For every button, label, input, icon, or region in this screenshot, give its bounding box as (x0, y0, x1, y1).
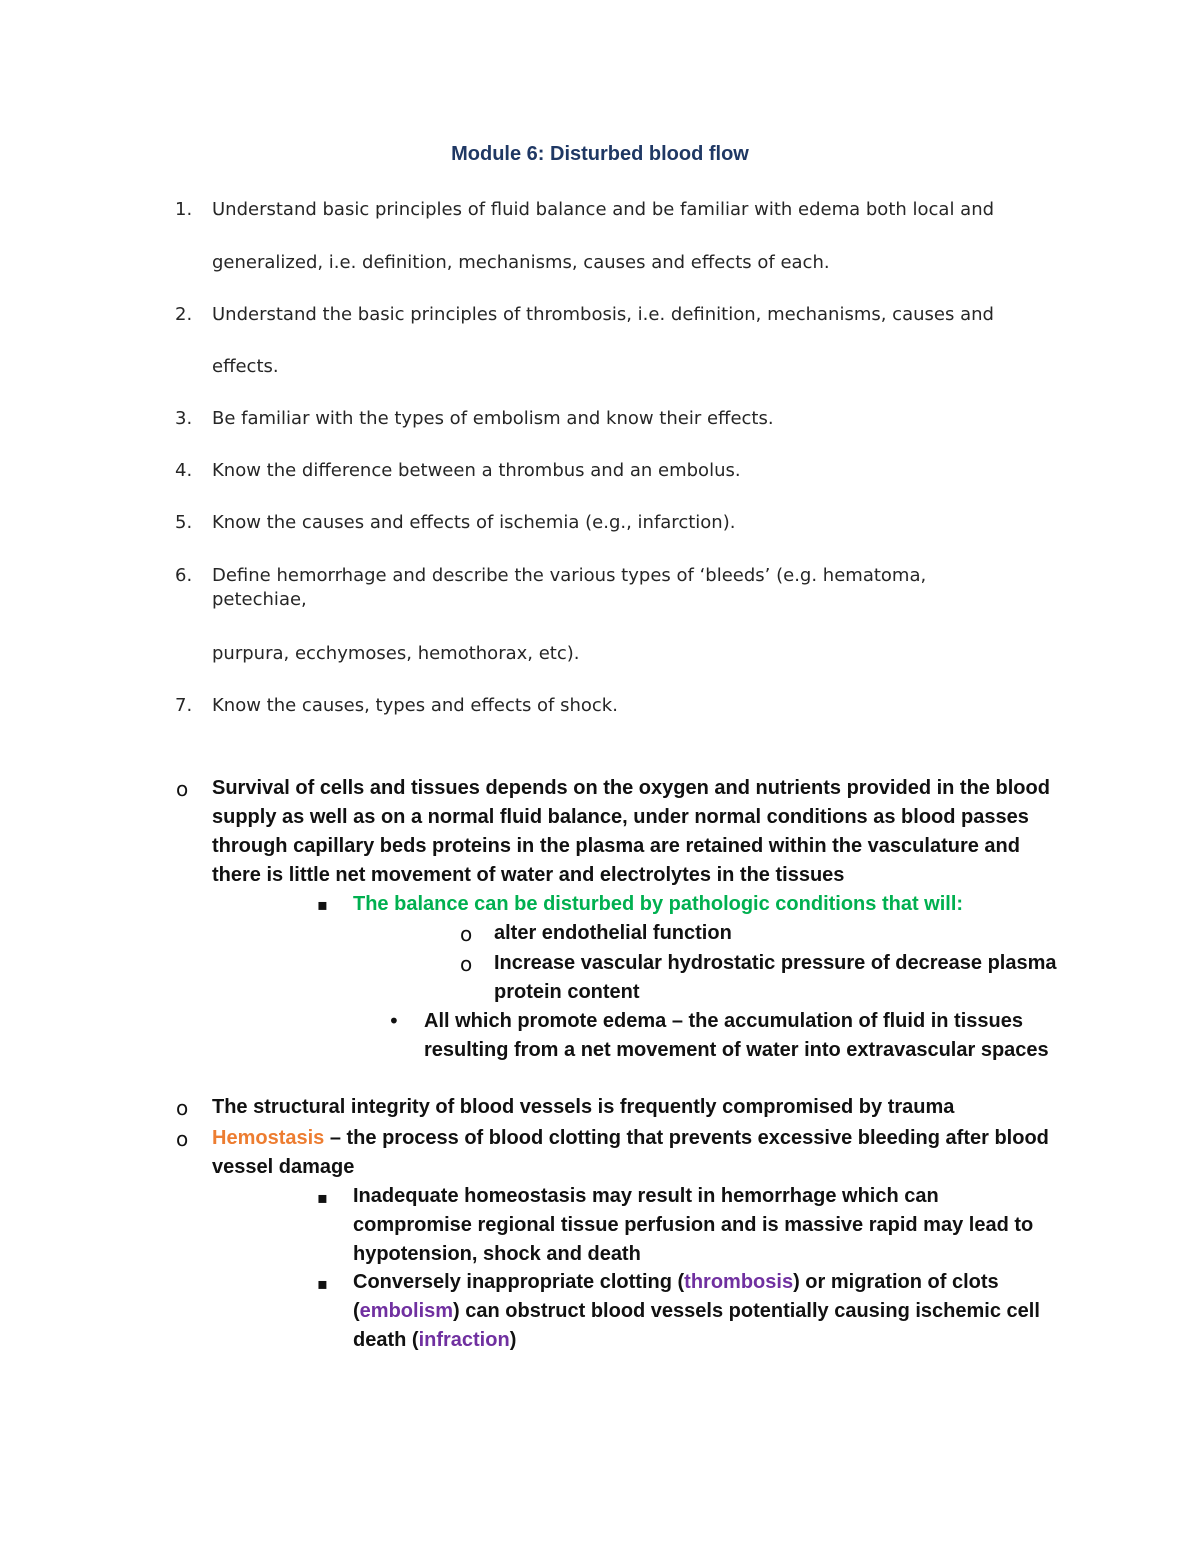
note-line: vessel damage (212, 1156, 355, 1178)
hemostasis-term: Hemostasis (212, 1127, 325, 1149)
square-bullet-icon: ▪ (317, 895, 328, 914)
embolism-term: embolism (359, 1300, 454, 1322)
page-title: Module 6: Disturbed blood flow (451, 143, 749, 165)
note-line: resulting from a net movement of water into extravascular spaces (424, 1039, 1049, 1061)
circle-bullet-icon: o (176, 777, 189, 801)
objective-text: Know the difference between a thrombus and an embolus. (212, 460, 741, 481)
note-line: The structural integrity of blood vessels is frequently compromised by trauma (212, 1096, 955, 1118)
objective-text: generalized, i.e. definition, mechanisms, causes and effects of each. (212, 252, 830, 273)
note-line: All which promote edema – the accumulation of fluid in tissues (424, 1010, 1023, 1032)
note-line (353, 1297, 1040, 1326)
thrombosis-term: thrombosis (684, 1271, 794, 1293)
note-text: ) or migration of clots (793, 1271, 999, 1293)
note-text: Conversely inappropriate clotting ( (353, 1271, 685, 1293)
note-line-highlight: The balance can be disturbed by pathologic conditions that will: (353, 893, 964, 915)
circle-bullet-icon: o (460, 922, 473, 946)
note-line: supply as well as on a normal fluid balance, under normal conditions as blood passes (212, 806, 1029, 828)
objective-number: 6. (175, 565, 193, 586)
note-line (353, 1326, 516, 1355)
objective-number: 7. (175, 695, 193, 716)
note-text: ( (353, 1300, 360, 1322)
square-bullet-icon: ▪ (317, 1188, 328, 1207)
square-bullet-icon: ▪ (317, 1274, 328, 1293)
objective-text: Define hemorrhage and describe the various types of ‘bleeds’ (e.g. hematoma, (212, 565, 927, 586)
circle-bullet-icon: o (176, 1096, 189, 1120)
objective-number: 4. (175, 460, 193, 481)
note-line: there is little net movement of water and electrolytes in the tissues (212, 864, 845, 886)
note-line: alter endothelial function (494, 922, 732, 944)
objective-number: 2. (175, 304, 193, 325)
objective-text: petechiae, (212, 589, 307, 610)
note-line: Increase vascular hydrostatic pressure of decrease plasma (494, 952, 1057, 974)
note-line (353, 1268, 999, 1297)
note-line: Survival of cells and tissues depends on the oxygen and nutrients provided in the blood (212, 777, 1050, 799)
objective-text: Understand the basic principles of thrombosis, i.e. definition, mechanisms, causes and (212, 304, 994, 325)
note-line: Inadequate homeostasis may result in hemorrhage which can (353, 1185, 939, 1207)
objective-number: 3. (175, 408, 193, 429)
objective-text: Understand basic principles of fluid balance and be familiar with edema both local and (212, 199, 995, 220)
objective-text: Know the causes and effects of ischemia (e.g., infarction). (212, 512, 736, 533)
note-text: ) (509, 1329, 517, 1351)
objective-text: purpura, ecchymoses, hemothorax, etc). (212, 643, 580, 664)
circle-bullet-icon: o (460, 952, 473, 976)
note-line: through capillary beds proteins in the plasma are retained within the vasculature and (212, 835, 1020, 857)
note-line (212, 1124, 1049, 1153)
note-text: death ( (353, 1329, 419, 1351)
note-text: – the process of blood clotting that prevents excessive bleeding after blood (324, 1127, 1049, 1149)
dot-bullet-icon: • (388, 1009, 400, 1033)
circle-bullet-icon: o (176, 1127, 189, 1151)
objective-number: 1. (175, 199, 193, 220)
objective-text: effects. (212, 356, 279, 377)
objective-number: 5. (175, 512, 193, 533)
note-text: ) can obstruct blood vessels potentially causing ischemic cell (453, 1300, 1040, 1322)
objective-text: Be familiar with the types of embolism and know their effects. (212, 408, 774, 429)
note-line: compromise regional tissue perfusion and is massive rapid may lead to (353, 1214, 1034, 1236)
note-line: hypotension, shock and death (353, 1243, 641, 1265)
note-line: protein content (494, 981, 640, 1003)
infraction-term: infraction (418, 1329, 510, 1351)
objective-text: Know the causes, types and effects of shock. (212, 695, 618, 716)
